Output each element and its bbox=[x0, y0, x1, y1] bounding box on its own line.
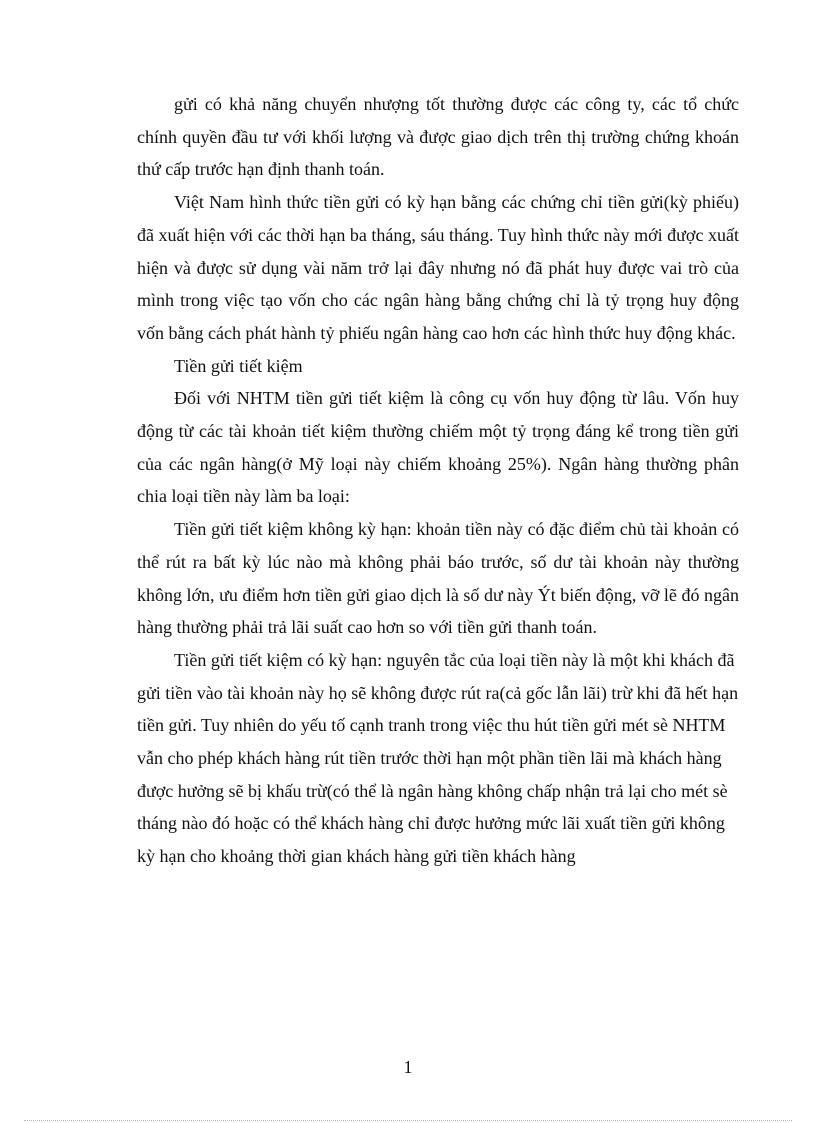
paragraph-demand-savings: Tiền gửi tiết kiệm không kỳ hạn: khoản tiền này có đặc điểm chủ tài khoản có thể rút ra bất kỳ lúc nào mà không phải báo trước, số dư tài khoản này thường không lớn, ưu điểm hơn tiền gửi giao dịch là số dư này Ýt biến động, vỡ lẽ đó ngân hàng thường phải trả lãi suất cao hơn so với tiền gửi thanh toán. bbox=[137, 519, 739, 638]
page-bottom-border bbox=[24, 1120, 792, 1121]
paragraph-term-savings: Tiền gửi tiết kiệm có kỳ hạn: nguyên tắc của loại tiền này là một khi khách đã gửi tiền vào tài khoản này họ sẽ không được rút ra(cả gốc lẫn lãi) trừ khi đã hết hạn tiền gửi. Tuy nhiên do yếu tố cạnh tranh trong việc thu hút tiền gửi mét sè NHTM vẫn cho phép khách hàng rút tiền trước thời hạn một phần tiền lãi mà khách hàng được hưởng sẽ bị khấu trừ(có thể là ngân hàng không chấp nhận trả lại cho mét sè tháng nào đó hoặc có thể khách hàng chỉ được hưởng mức lãi xuất tiền gửi không kỳ hạn cho khoảng thời gian khách hàng gửi tiền khách hàng bbox=[137, 649, 739, 867]
body-text bbox=[137, 88, 739, 873]
paragraph-vietnam-certificates: Việt Nam hình thức tiền gửi có kỳ hạn bằng các chứng chỉ tiền gửi(kỳ phiếu) đã xuất hiện với các thời hạn ba tháng, sáu tháng. Tuy hình thức này mới được xuất hiện và được sử dụng vài năm trở lại đây nhưng nó đã phát huy được vai trò của mình trong việc tạo vốn cho các ngân hàng bằng chứng chỉ là tỷ trọng huy động vốn bằng cách phát hành tỷ phiếu ngân hàng cao hơn các hình thức huy động khác. bbox=[137, 192, 739, 343]
page-number: 1 bbox=[403, 1057, 413, 1077]
section-heading-savings-deposits: Tiền gửi tiết kiệm bbox=[174, 355, 303, 376]
paragraph-savings-overview: Đối với NHTM tiền gửi tiết kiệm là công cụ vốn huy động từ lâu. Vốn huy động từ các tài khoản tiết kiệm thường chiếm một tỷ trọng đáng kể trong tiền gửi của các ngân hàng(ở Mỹ loại này chiếm khoảng 25%). Ngân hàng thường phân chia loại tiền này làm ba loại: bbox=[137, 388, 739, 507]
paragraph-continued-deposit-transfer: gửi có khả năng chuyển nhượng tốt thường được các công ty, các tổ chức chính quyền đầu tư với khối lượng và được giao dịch trên thị trường chứng khoán thứ cấp trước hạn định thanh toán. bbox=[137, 94, 739, 180]
